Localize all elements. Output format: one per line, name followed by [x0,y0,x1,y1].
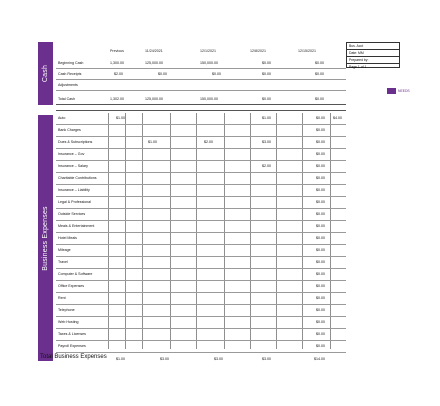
total-cell: $1.00 [116,357,125,361]
expense-cell: $0.00 [316,152,325,156]
cash-row-label: Adjustments [58,83,78,87]
expense-cell: $0.00 [316,164,325,168]
expense-extra-cell: $4.00 [333,116,342,120]
expense-cell: $0.00 [316,116,325,120]
cash-cell: $0.00 [158,72,167,76]
expense-row-label: Insurance – Gov [58,152,85,156]
expense-row-label: Mileage [58,248,71,252]
expense-cell: $0.00 [316,248,325,252]
expense-row-label: Computer & Software [58,272,93,276]
cash-cell: 125,000.00 [145,61,163,65]
expense-cell: $0.00 [316,236,325,240]
total-cell: $3.00 [262,357,271,361]
business-expenses-section-label: Business Expenses [38,115,53,361]
cash-cell: 150,000.00 [200,61,218,65]
expense-row-label: Travel [58,260,68,264]
expense-cell: $3.00 [262,140,271,144]
expense-cell: $1.00 [148,140,157,144]
expense-row-label: Legal & Professional [58,200,91,204]
expense-row-label: Insurance – Salary [58,164,88,168]
expense-cell: $0.00 [316,332,325,336]
expense-row-label: Taxes & Licenses [58,332,86,336]
total-cell: $3.00 [214,357,223,361]
total-cell: $3.00 [160,357,169,361]
cash-row-label: Cash Receipts [58,72,82,76]
cash-cell: 125,000.00 [145,97,163,101]
cash-cell: 1,302.00 [110,97,124,101]
cash-row-label: Total Cash [58,97,75,101]
cash-cell: $0.00 [315,72,324,76]
cash-cell: $0.00 [262,72,271,76]
meta-line: Date: MM [347,50,399,57]
expense-row-label: Office Expenses [58,284,85,288]
expense-cell: $0.00 [316,308,325,312]
expense-row-label: Charitable Contributions [58,176,97,180]
meta-line: Page 1 of 1 [349,65,367,69]
expense-cell: $2.00 [262,164,271,168]
tag-label: NEEDS [398,89,410,93]
col-header-1: 11/24/2021 [145,49,163,53]
tag-swatch [387,88,396,94]
col-header-previous: Previous [110,49,124,53]
cash-cell: $0.00 [262,61,271,65]
col-header-2: 12/1/2021 [200,49,216,53]
expense-row-label: Web Hosting [58,320,79,324]
expense-cell: $0.00 [316,128,325,132]
expense-cell: $0.00 [316,272,325,276]
meta-line: Prepared by: [347,57,399,64]
expense-row-label: Hotel Meals [58,236,77,240]
expense-cell: $0.00 [316,188,325,192]
cash-cell: $0.00 [315,97,324,101]
expense-cell: $0.00 [316,212,325,216]
col-header-4: 12/15/2021 [298,49,316,53]
expense-row-label: Insurance – Liability [58,188,90,192]
expense-cell: $2.00 [204,140,213,144]
col-header-3: 12/8/2021 [250,49,266,53]
expense-cell: $0.00 [316,224,325,228]
cash-cell: 1,300.00 [110,61,124,65]
expense-row-label: Rent [58,296,66,300]
cash-section-label: Cash [38,42,53,105]
cash-cell: $0.00 [315,61,324,65]
document-info-box [346,42,400,68]
expense-cell: $0.00 [316,284,325,288]
expense-row-label: Outside Services [58,212,86,216]
expense-row-label: Payroll Expenses [58,344,86,348]
cash-row-label: Beginning Cash [58,61,84,65]
expense-row-label: Bank Charges [58,128,81,132]
expense-cell: $0.00 [316,176,325,180]
cash-cell: $0.00 [212,72,221,76]
expense-cell: $0.00 [316,140,325,144]
expense-cell: $0.00 [316,260,325,264]
total-cell: $14.00 [314,357,325,361]
expense-cell: $1.00 [116,116,125,120]
expense-cell: $0.00 [316,296,325,300]
expense-row-label: Meals & Entertainment [58,224,95,228]
total-business-expenses-label: Total Business Expenses [40,354,107,360]
cash-cell: $0.00 [262,97,271,101]
expense-cell: $0.00 [316,344,325,348]
cash-cell: $2.00 [114,72,123,76]
meta-line: Bus. Acct [347,43,399,50]
expense-cell: $0.00 [316,200,325,204]
expense-cell: $0.00 [316,320,325,324]
expense-row-label: Auto [58,116,66,120]
expense-row-label: Dues & Subscriptions [58,140,93,144]
expense-cell: $1.00 [262,116,271,120]
expense-row-label: Telephone [58,308,75,312]
cash-cell: 150,000.00 [200,97,218,101]
